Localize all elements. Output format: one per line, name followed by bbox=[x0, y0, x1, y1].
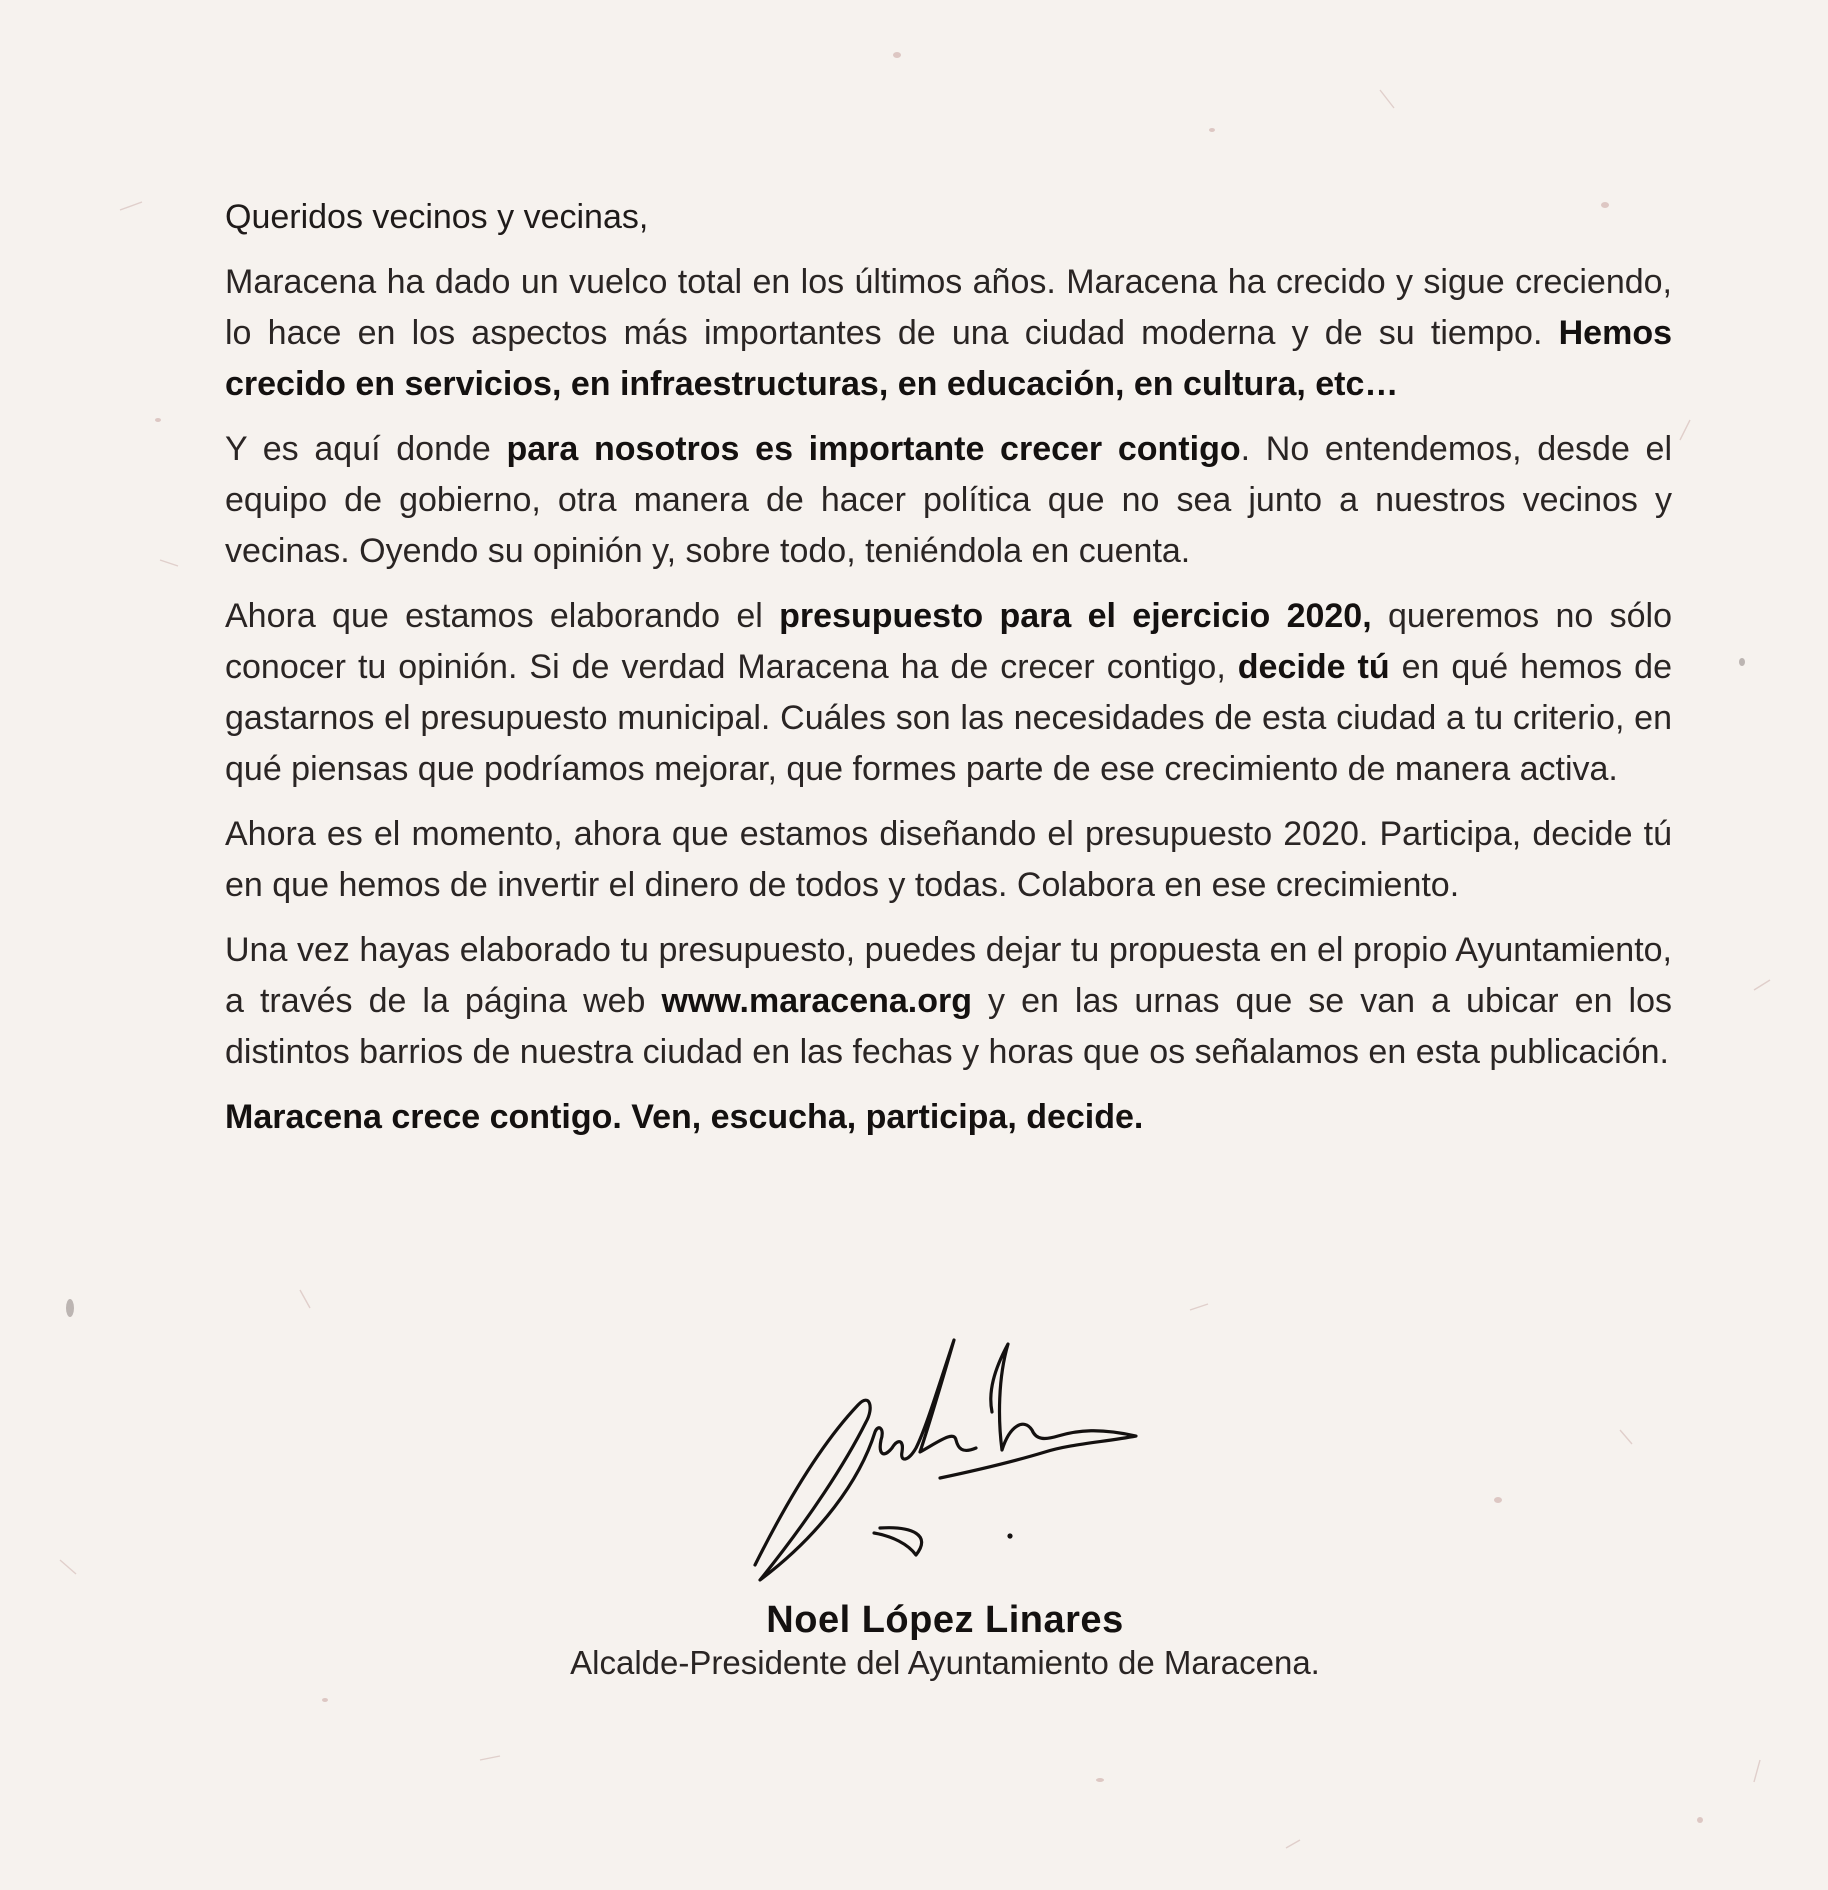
letter-paragraph bbox=[225, 424, 1672, 577]
emphasis-run: presupuesto para el ejercicio 2020, bbox=[779, 597, 1372, 635]
text-run: . No entendemos, desde el equipo de gobierno, otra manera de hacer política que no sea junto a nuestros vecinos y vecinas. Oyendo su opinión y, sobre todo, teniéndola en cuenta. bbox=[225, 430, 1673, 570]
emphasis-run: para nosotros es importante crecer contigo bbox=[506, 430, 1241, 468]
letter-body bbox=[225, 192, 1672, 1143]
letter-paragraph bbox=[225, 809, 1672, 911]
text-run: queremos no sólo conocer tu opinión. Si de verdad Maracena ha de crecer contigo, bbox=[225, 597, 1672, 686]
signature-block bbox=[545, 1598, 1345, 1684]
emphasis-run: Hemos crecido en servicios, en infraestructuras, en educación, en cultura, etc… bbox=[225, 314, 1672, 403]
text-run: en qué hemos de gastarnos el presupuesto municipal. Cuáles son las necesidades de esta ciudad a tu criterio, en qué piensas que podríamos mejorar, que formes parte de ese crecimiento de manera activa. bbox=[225, 648, 1672, 788]
text-run: Ahora que estamos elaborando el bbox=[225, 597, 780, 635]
text-run: y en las urnas que se van a ubicar en los distintos barrios de nuestra ciudad en las fechas y horas que os señalamos en esta publicación. bbox=[225, 982, 1672, 1071]
letter-closing: Maracena crece contigo. Ven, escucha, participa, decide. bbox=[225, 1098, 1144, 1136]
letter-paragraph bbox=[225, 257, 1672, 410]
text-run: Ahora es el momento, ahora que estamos diseñando el presupuesto 2020. Participa, decide tú en que hemos de invertir el dinero de todos y todas. Colabora en ese crecimiento. bbox=[225, 815, 1672, 904]
text-run: Maracena ha dado un vuelco total en los últimos años. Maracena ha crecido y sigue creciendo, lo hace en los aspectos más importantes de una ciudad moderna y de su tiempo. bbox=[225, 263, 1672, 352]
text-run: Y es aquí donde bbox=[225, 430, 507, 468]
website-link-text: www.maracena.org bbox=[661, 982, 972, 1020]
text-run: Una vez hayas elaborado tu presupuesto, puedes dejar tu propuesta en el propio Ayuntamiento, a través de la página web bbox=[225, 931, 1672, 1020]
emphasis-run: decide tú bbox=[1237, 648, 1390, 686]
handwritten-signature bbox=[740, 1330, 1160, 1600]
letter-paragraph bbox=[225, 591, 1672, 795]
signer-title: Alcalde-Presidente del Ayuntamiento de Maracena. bbox=[570, 1644, 1320, 1681]
letter-greeting: Queridos vecinos y vecinas, bbox=[225, 198, 649, 236]
letter-paragraph bbox=[225, 925, 1672, 1078]
signer-name: Noel López Linares bbox=[766, 1599, 1124, 1641]
